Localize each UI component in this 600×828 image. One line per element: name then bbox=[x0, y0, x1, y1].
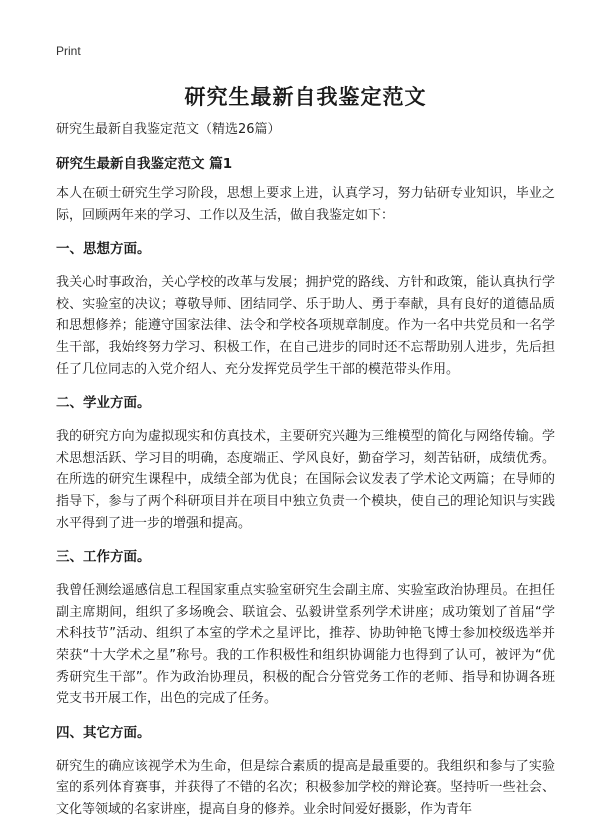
section-body-study: 我的研究方向为虚拟现实和仿真技术，主要研究兴趣为三维模型的简化与网络传输。学术思想活跃、学习目的明确，态度端正、学风良好，勤奋学习，刻苦钻研，成绩优秀。在所选的研究生课程中，成绩全部为优良；在国际会议发表了学术论文两篇；在导师的指导下，参与了两个科研项目并在项目中独立负责一个模块，使自己的理论知识与实践水平得到了进一步的增强和提高。 bbox=[56, 429, 555, 531]
intro-paragraph: 本人在硕士研究生学习阶段，思想上要求上进，认真学习，努力钻研专业知识，毕业之际，回顾两年来的学习、工作以及生活，做自我鉴定如下： bbox=[56, 186, 555, 223]
section-heading-other: 四、其它方面。 bbox=[56, 724, 151, 741]
section-body-other: 研究生的确应该视学术为生命，但是综合素质的提高是最重要的。我组织和参与了实验室的系列体育赛事，并获得了不错的名次；积极参加学校的辩论赛。坚持听一些社会、文化等领域的名家讲座，提高自身的修养。业余时间爱好摄影，作为青年 bbox=[56, 758, 555, 817]
section-body-thought: 我关心时事政治，关心学校的改革与发展；拥护党的路线、方针和政策，能认真执行学校、实验室的决议；尊敬导师、团结同学、乐于助人、勇于奉献，具有良好的道德品质和思想修养；能遵守国家法律、法令和学校各项规章制度。作为一名中共党员和一名学生干部，我始终努力学习、积极工作，在自己进步的同时还不忘帮助别人进步，先后担任了几位同志的入党介绍人、充分发挥党员学生干部的模范带头作用。 bbox=[56, 275, 555, 377]
section-body-work: 我曾任测绘遥感信息工程国家重点实验室研究生会副主席、实验室政治协理员。在担任副主席期间，组织了多场晚会、联谊会、弘毅讲堂系列学术讲座；成功策划了首届“学术科技节”活动、组织了本室的学术之星评比，推荐、协助钟艳飞博士参加校级选举并荣获“十大学术之星”称号。我的工作积极性和组织协调能力也得到了认可，被评为“优秀研究生干部”。作为政治协理员，积极的配合分管党务工作的老师、指导和协调各班党支书开展工作，出色的完成了任务。 bbox=[56, 583, 555, 707]
print-label[interactable]: Print bbox=[56, 44, 81, 58]
article-heading: 研究生最新自我鉴定范文 篇1 bbox=[56, 156, 233, 172]
section-heading-thought: 一、思想方面。 bbox=[56, 241, 151, 258]
section-heading-study: 二、学业方面。 bbox=[56, 395, 151, 412]
document-subtitle: 研究生最新自我鉴定范文（精选26篇） bbox=[56, 122, 281, 137]
section-heading-work: 三、工作方面。 bbox=[56, 549, 151, 566]
document-title: 研究生最新自我鉴定范文 bbox=[184, 85, 427, 109]
